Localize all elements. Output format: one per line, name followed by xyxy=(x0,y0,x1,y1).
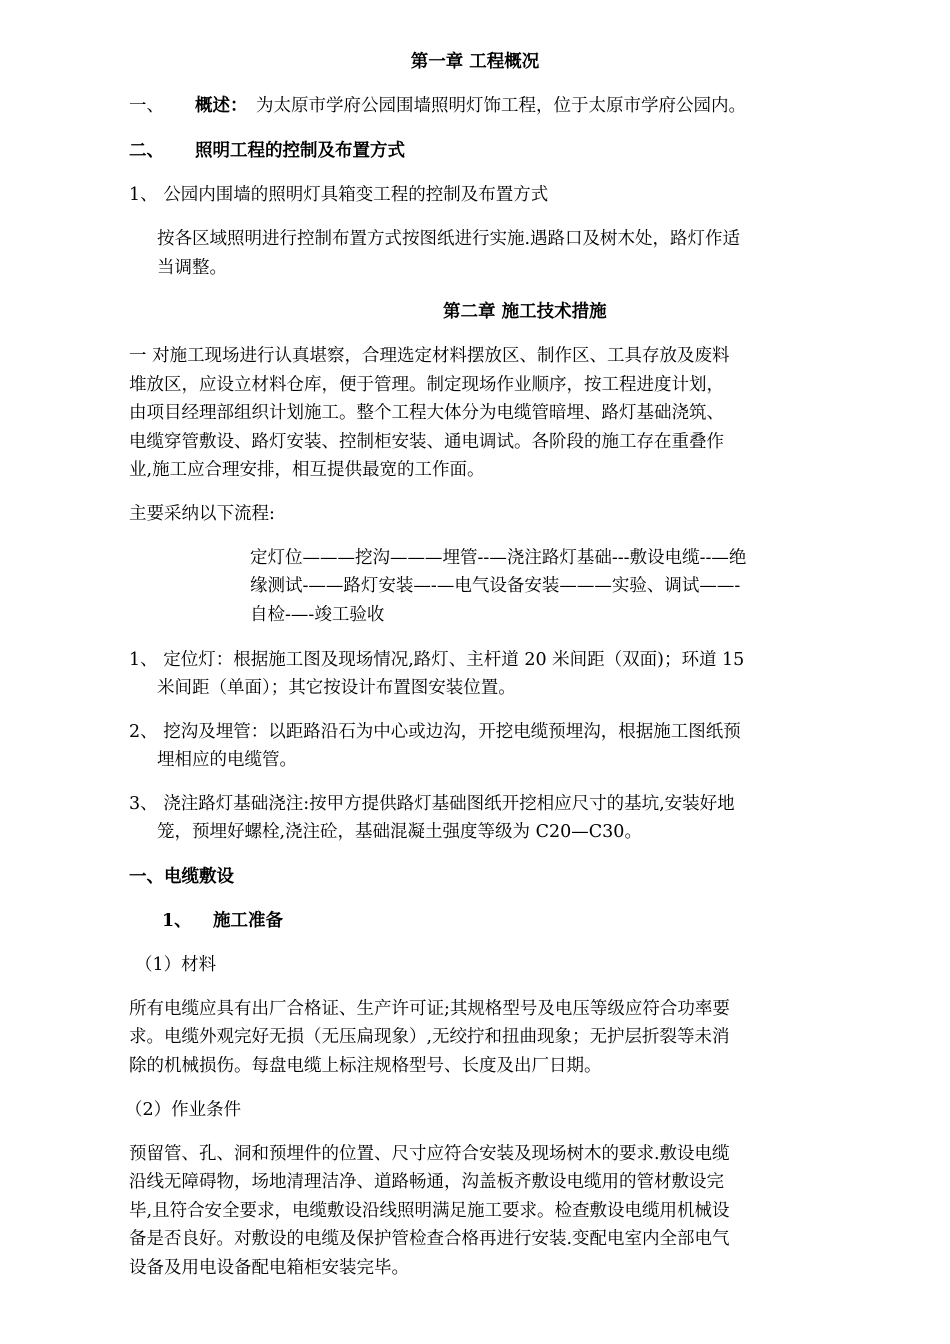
conditions-body-line: 设备及用电设备配电箱柜安装完毕。 xyxy=(129,1258,409,1278)
conditions-body-line: 备是否良好。对敷设的电缆及保护管检查合格再进行安装.变配电室内全部电气 xyxy=(129,1229,730,1249)
conditions-body-line: 预留管、孔、洞和预埋件的位置、尺寸应符合安装及现场树木的要求.敷设电缆 xyxy=(129,1144,730,1164)
step1-line: 1、 定位灯：根据施工图及现场情况,路灯、主杆道 20 米间距（双面)；环道 15 xyxy=(129,650,745,670)
conditions-body-line: 沿线无障碍物，场地清理洁净、道路畅通，沟盖板齐敷设电缆用的管材敷设完 xyxy=(129,1172,724,1192)
flow-line: 缘测试-——路灯安装—-—电气设备安装———实验、调试——- xyxy=(250,576,741,596)
step2-line: 埋相应的电缆管。 xyxy=(157,750,297,770)
section2-title: 照明工程的控制及布置方式 xyxy=(195,141,405,161)
flow-label: 主要采纳以下流程: xyxy=(129,504,275,524)
step1-line: 米间距（单面）；其它按设计布置图安装位置。 xyxy=(157,678,516,698)
intro-paragraph-line: 业,施工应合理安排，相互提供最宽的工作面。 xyxy=(129,460,485,480)
intro-paragraph-line: 堆放区，应设立材料仓库，便于管理。制定现场作业顺序，按工程进度计划， xyxy=(129,375,724,395)
chapter2-title: 第二章 施工技术措施 xyxy=(443,302,607,322)
cable-laying-heading: 一、电缆敷设 xyxy=(129,867,234,887)
item1-body-line: 按各区域照明进行控制布置方式按图纸进行实施.遇路口及树木处，路灯作适 xyxy=(157,229,741,249)
step3-line: 3、 浇注路灯基础浇注:按甲方提供路灯基础图纸开挖相应尺寸的基坑,安装好地 xyxy=(129,794,735,814)
intro-paragraph-line: 由项目经理部组织计划施工。整个工程大体分为电缆管暗埋、路灯基础浇筑、 xyxy=(129,403,724,423)
step2-line: 2、 挖沟及埋管：以距路沿石为中心或边沟，开挖电缆预埋沟，根据施工图纸预 xyxy=(129,722,741,742)
item1-body-line: 当调整。 xyxy=(157,258,227,278)
preparation-title: 施工准备 xyxy=(213,911,283,931)
chapter1-title: 第一章 工程概况 xyxy=(410,52,540,72)
intro-paragraph-line: 一 对施工现场进行认真堪察，合理选定材料摆放区、制作区、工具存放及废料 xyxy=(129,346,730,366)
step3-line: 笼，预埋好螺栓,浇注砼，基础混凝土强度等级为 C20—C30。 xyxy=(157,822,642,842)
conditions-label: （2）作业条件 xyxy=(125,1100,242,1120)
preparation-number: 1、 xyxy=(162,911,192,931)
flow-line: 自检-—-竣工验收 xyxy=(250,605,385,625)
overview-number: 一、 xyxy=(129,96,164,116)
section2-number: 二、 xyxy=(129,141,164,161)
materials-body-line: 除的机械损伤。每盘电缆上标注规格型号、长度及出厂日期。 xyxy=(129,1056,602,1076)
overview-text: 为太原市学府公园围墙照明灯饰工程，位于太原市学府公园内。 xyxy=(256,96,746,116)
overview-label: 概述： xyxy=(195,96,248,116)
materials-label: （1）材料 xyxy=(135,955,217,975)
flow-line: 定灯位———挖沟———埋管--—浇注路灯基础---敷设电缆--—绝 xyxy=(250,548,747,568)
intro-paragraph-line: 电缆穿管敷设、路灯安装、控制柜安装、通电调试。各阶段的施工存在重叠作 xyxy=(129,432,724,452)
item1-heading: 1、 公园内围墙的照明灯具箱变工程的控制及布置方式 xyxy=(129,185,549,205)
conditions-body-line: 毕,且符合安全要求，电缆敷设沿线照明满足施工要求。检查敷设电缆用机械设 xyxy=(129,1201,730,1221)
materials-body-line: 所有电缆应具有出厂合格证、生产许可证;其规格型号及电压等级应符合功率要 xyxy=(129,999,730,1019)
materials-body-line: 求。电缆外观完好无损（无压扁现象）,无绞拧和扭曲现象；无护层折裂等未消 xyxy=(129,1027,730,1047)
